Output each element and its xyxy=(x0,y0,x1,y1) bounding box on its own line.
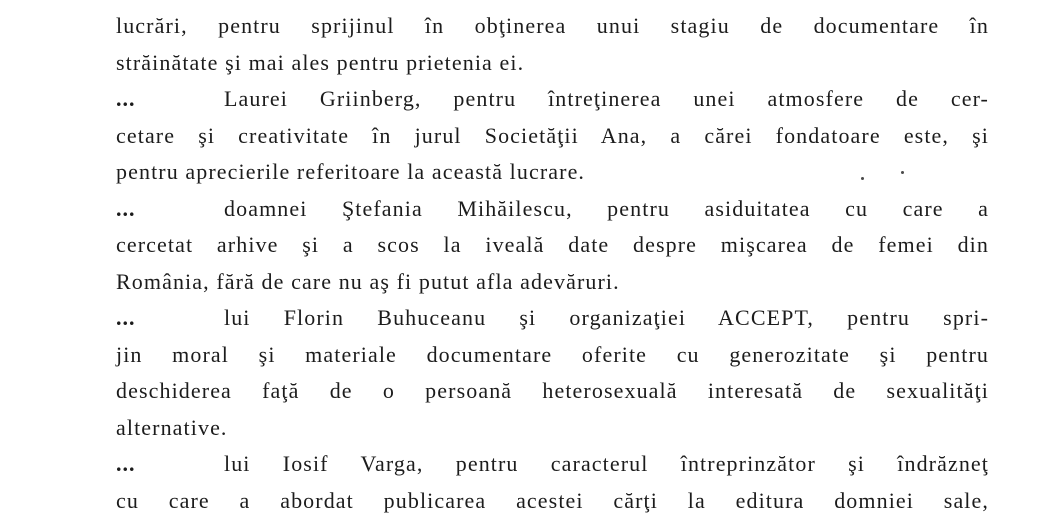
acknowledgements-text xyxy=(116,8,989,519)
ellipsis-marker: ... xyxy=(116,305,136,330)
text-line: deschiderea faţă de o persoană heterosexuală interesată de sexualităţi xyxy=(116,378,989,403)
ellipsis-marker: ... xyxy=(116,451,136,476)
ellipsis-marker: ... xyxy=(116,86,136,111)
text-line: alternative. xyxy=(116,414,228,440)
text-line: jin moral şi materiale documentare oferite cu generozitate şi pentru xyxy=(116,341,989,367)
text-line: România, fără de care nu aş fi putut afla adevăruri. xyxy=(116,268,620,294)
text-line: cu care a abordat publicarea acestei cărţi la editura domniei sale, xyxy=(116,487,989,513)
text-line: Laurei Griinberg, pentru întreţinerea unei atmosfere de cer- xyxy=(224,86,989,111)
text-line: străinătate şi mai ales pentru prietenia ei. xyxy=(116,49,525,75)
text-line: lui Florin Buhuceanu şi organizaţiei ACCEPT, pentru spri- xyxy=(224,305,989,330)
text-line: doamnei Ştefania Mihăilescu, pentru asiduitatea cu care a xyxy=(224,195,989,221)
text-line: pentru aprecierile referitoare la această lucrare. xyxy=(116,159,586,184)
ellipsis-marker: ... xyxy=(116,195,136,221)
scan-speck xyxy=(901,171,904,174)
text-line: lui Iosif Varga, pentru caracterul întreprinzător şi îndrăzneţ xyxy=(224,451,989,476)
acknowledgement-paragraph-start xyxy=(116,300,989,337)
text-line: cetare şi creativitate în jurul Societăţii Ana, a cărei fondatoare este, şi xyxy=(116,122,989,148)
acknowledgement-paragraph-start xyxy=(116,191,989,228)
acknowledgement-paragraph-start xyxy=(116,446,989,483)
text-line: cercetat arhive şi a scos la iveală date despre mişcarea de femei din xyxy=(116,232,989,257)
acknowledgement-paragraph-start xyxy=(116,81,989,118)
text-line: lucrări, pentru sprijinul în obţinerea unui stagiu de documentare în xyxy=(116,13,989,38)
scan-speck xyxy=(861,177,864,180)
